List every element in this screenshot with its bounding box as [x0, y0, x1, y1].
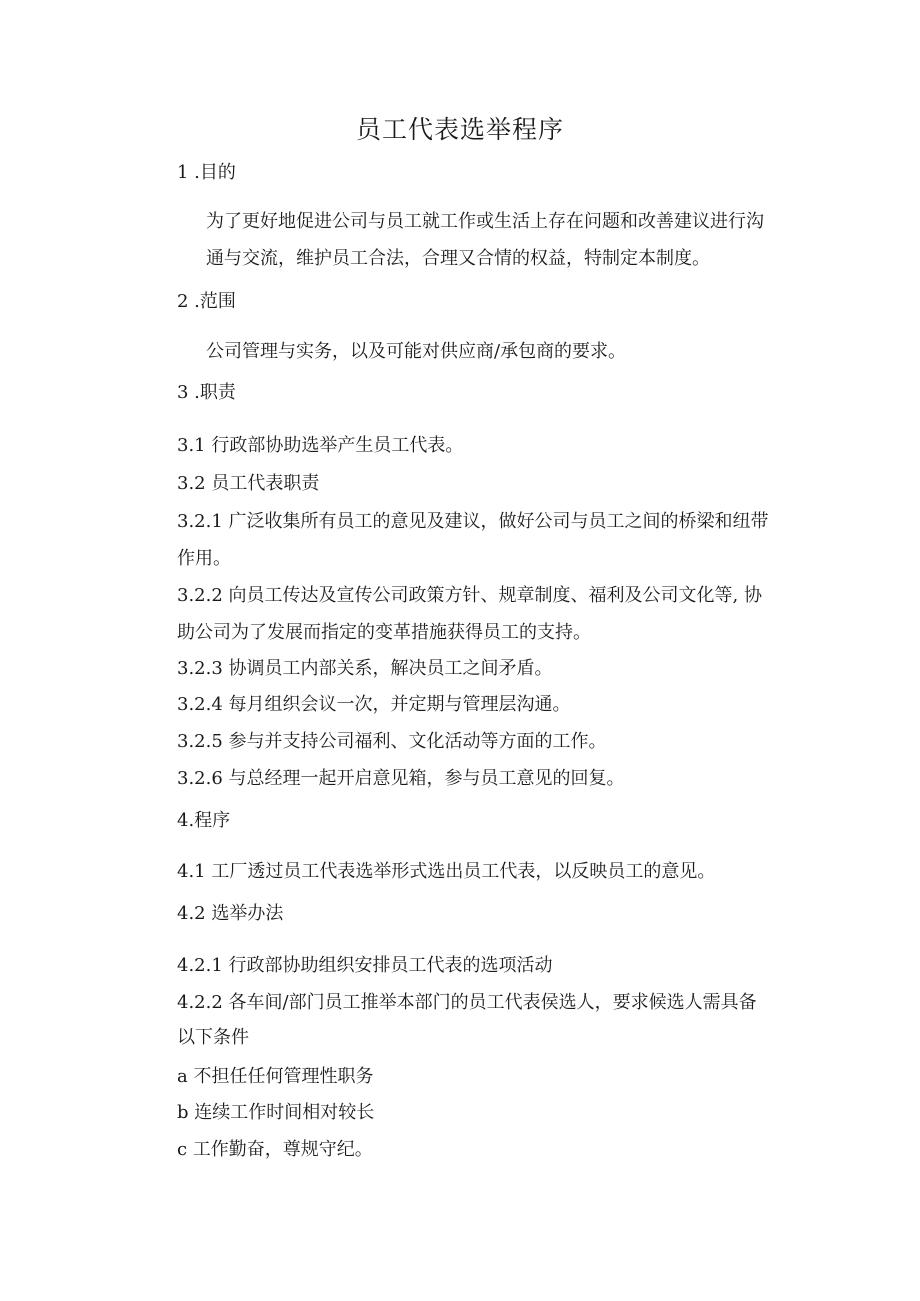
section-heading-procedure: 4.程序 [177, 810, 231, 831]
paragraph-line: 3.2.4 每月组织会议一次，并定期与管理层沟通。 [177, 694, 571, 715]
list-item: b 连续工作时间相对较长 [177, 1102, 375, 1123]
subsection-heading: 4.2 选举办法 [177, 903, 284, 924]
paragraph-line: 为了更好地促进公司与员工就工作或生活上存在问题和改善建议进行沟 [206, 211, 764, 232]
paragraph-line: 助公司为了发展而指定的变革措施获得员工的支持。 [177, 622, 591, 643]
paragraph-line: 3.2.3 协调员工内部关系，解决员工之间矛盾。 [177, 658, 553, 679]
paragraph-line: 作用。 [177, 548, 231, 569]
section-heading-duties: 3 .职责 [177, 382, 236, 403]
paragraph-line: 4.2.2 各车间/部门员工推举本部门的员工代表侯选人，要求候选人需具备 [177, 992, 757, 1013]
paragraph-line: 3.2.6 与总经理一起开启意见箱，参与员工意见的回复。 [177, 768, 625, 789]
paragraph-line: 公司管理与实务，以及可能对供应商/承包商的要求。 [206, 341, 627, 362]
paragraph-line: 以下条件 [177, 1027, 249, 1048]
paragraph-line: 3.2.1 广泛收集所有员工的意见及建议，做好公司与员工之间的桥梁和纽带 [177, 511, 769, 532]
paragraph-line: 3.2.2 向员工传达及宣传公司政策方针、规章制度、福利及公司文化等, 协 [177, 585, 762, 606]
paragraph-line: 通与交流，维护员工合法，合理又合情的权益，特制定本制度。 [206, 248, 710, 269]
list-item: a 不担任任何管理性职务 [177, 1066, 374, 1087]
section-heading-purpose: 1 .目的 [177, 162, 236, 183]
paragraph-line: 3.2.5 参与并支持公司福利、文化活动等方面的工作。 [177, 731, 607, 752]
paragraph-line: 3.1 行政部协助选举产生员工代表。 [177, 435, 464, 456]
subsection-heading: 3.2 员工代表职责 [177, 473, 320, 494]
section-heading-scope: 2 .范围 [177, 291, 236, 312]
paragraph-line: 4.1 工厂透过员工代表选举形式选出员工代表，以反映员工的意见。 [177, 861, 716, 882]
document-title: 员工代表选举程序 [355, 115, 564, 144]
list-item: c 工作勤奋，尊规守纪。 [177, 1139, 373, 1160]
paragraph-line: 4.2.1 行政部协助组织安排员工代表的选项活动 [177, 955, 553, 976]
